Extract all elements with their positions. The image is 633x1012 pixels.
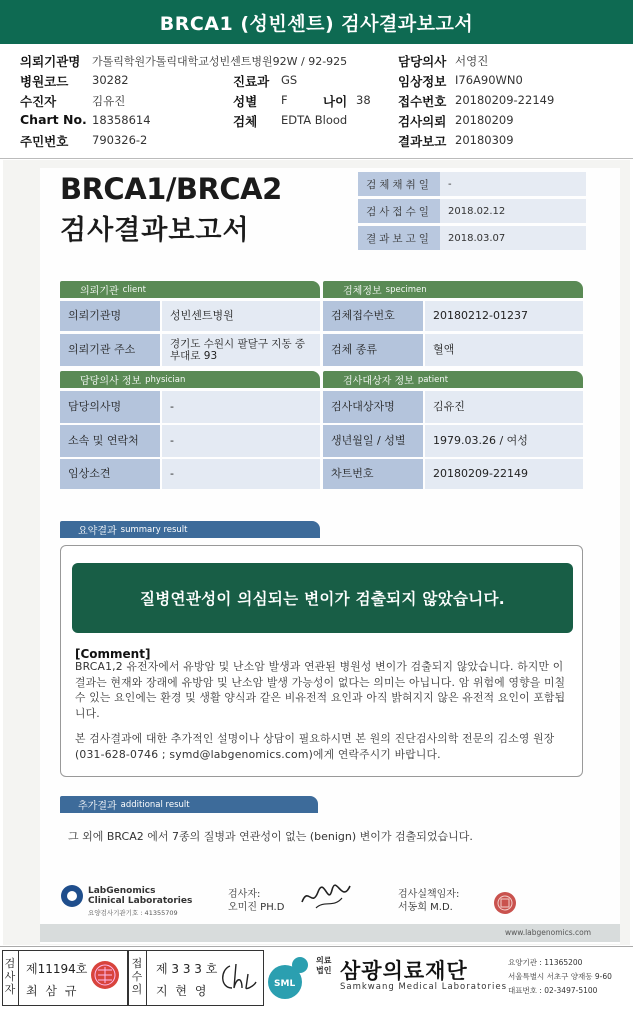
- section-client-ko: 의뢰기관: [80, 286, 119, 297]
- physician-name-key: 담당의사명: [60, 391, 160, 423]
- section-summary-ko: 요약결과: [78, 526, 117, 537]
- date-value: 2018.03.07: [440, 226, 586, 250]
- lab-url: www.labgenomics.com: [505, 928, 592, 937]
- date-key: 결과보고일: [358, 226, 440, 250]
- value-resident-no: 790326-2: [92, 133, 148, 147]
- value-chart-no: 18358614: [92, 113, 151, 127]
- date-value: -: [440, 172, 586, 196]
- date-row: [358, 226, 586, 250]
- client-address-key: 의뢰기관 주소: [60, 334, 160, 366]
- report-banner-title: BRCA1 (성빈센트) 검사결과보고서: [0, 0, 633, 44]
- section-additional-ko: 추가결과: [78, 801, 117, 812]
- section-specimen: [323, 281, 583, 298]
- patient-dob-key: 생년월일 / 성별: [323, 425, 423, 457]
- label-result-report: 결과보고: [398, 134, 447, 149]
- label-sex: 성별: [233, 94, 258, 109]
- tester-block: [228, 888, 284, 914]
- label-age: 나이: [323, 94, 348, 109]
- section-summary-en: summary result: [120, 524, 188, 535]
- date-key: 검사접수일: [358, 199, 440, 223]
- comment-paragraph-2: 본 검사결과에 대한 추가적인 설명이나 상담이 필요하시면 본 원의 진단검사의학 전문의 김소영 원장 (031-628-0746 ; symd@labgenomics.com)에게 연락주시기 바랍니다.: [75, 732, 555, 761]
- value-request-date: 20180209: [455, 113, 514, 127]
- responsible-label: 검사실책임자:: [398, 889, 460, 900]
- examiner-license-no: 제11194호: [26, 962, 88, 976]
- section-additional: [60, 796, 318, 813]
- section-patient-en: patient: [417, 374, 449, 385]
- sml-logo-icon: [266, 952, 318, 1002]
- date-value: 2018.02.12: [440, 199, 586, 223]
- value-sex: F: [281, 93, 288, 107]
- clinical-finding-key: 임상소견: [60, 459, 160, 489]
- responsible-block: [398, 888, 459, 914]
- examiner-vertical-label: 검사자: [4, 957, 16, 996]
- section-client-en: client: [122, 284, 146, 295]
- specimen-type-value: 혈액: [425, 334, 583, 366]
- responsible-seal-icon: [492, 890, 518, 916]
- label-chart-no: Chart No.: [20, 112, 87, 127]
- section-client: [60, 281, 320, 298]
- value-ordering-institution: 가톨릭학원가톨릭대학교성빈센트병원92W / 92-925: [92, 55, 348, 68]
- examiner-name: 최 삼 규: [26, 984, 79, 998]
- report-title-sub: 검사결과보고서: [60, 215, 250, 246]
- section-specimen-ko: 검체정보: [343, 286, 382, 297]
- label-receipt-no: 접수번호: [398, 94, 447, 109]
- reviewer-signature-icon: [218, 960, 258, 994]
- comment-title: [Comment]: [75, 647, 151, 661]
- tester-name: 오미진 PH.D: [228, 902, 285, 913]
- physician-dept-key: 소속 및 연락처: [60, 425, 160, 457]
- label-resident-no: 주민번호: [20, 134, 69, 149]
- reviewer-name: 지 현 영: [156, 984, 209, 998]
- patient-chart-value: 20180209-22149: [425, 459, 583, 489]
- order-info-header: [0, 46, 633, 158]
- reviewer-vertical-label: 접수의: [131, 957, 143, 996]
- value-result-report: 20180309: [455, 133, 514, 147]
- value-patient: 김유진: [92, 94, 126, 108]
- lab-name-line1: LabGenomics: [88, 886, 156, 896]
- reviewer-license-no: 제 3 3 3 호: [156, 962, 218, 976]
- label-request-date: 검사의뢰: [398, 114, 447, 129]
- patient-name-value: 김유진: [425, 391, 583, 423]
- lab-license: 요양검사기관기호 : 41355709: [88, 909, 178, 917]
- client-name-key: 의뢰기관명: [60, 301, 160, 331]
- date-key: 검체채취일: [358, 172, 440, 196]
- examiner-seal-icon: [88, 958, 122, 992]
- value-physician: 서영진: [455, 54, 489, 68]
- bottom-divider: [0, 946, 633, 947]
- section-physician-ko: 담당의사 정보: [80, 376, 142, 387]
- brand-name-en: Samkwang Medical Laboratories: [340, 982, 508, 992]
- label-ordering-institution: 의뢰기관명: [20, 54, 81, 69]
- lab-name-line2: Clinical Laboratories: [88, 896, 193, 906]
- label-hospital-code: 병원코드: [20, 74, 69, 89]
- brand-info-code: 요양기관 : 11365200: [508, 958, 583, 967]
- clinical-finding-value: -: [162, 459, 320, 489]
- physician-name-value: -: [162, 391, 320, 423]
- client-address-value: 경기도 수원시 팔달구 지동 중부대로 93: [162, 334, 320, 366]
- section-summary: [60, 521, 320, 538]
- report-title-main: BRCA1/BRCA2: [60, 172, 282, 206]
- label-specimen: 검체: [233, 114, 258, 129]
- value-department: GS: [281, 73, 298, 87]
- examiner-divider: [18, 950, 19, 1006]
- lab-name: [88, 886, 192, 906]
- brand-corp-line1: 의료: [316, 956, 332, 965]
- date-table: [358, 172, 586, 253]
- value-age: 38: [356, 93, 371, 107]
- patient-chart-key: 차트번호: [323, 459, 423, 489]
- value-hospital-code: 30282: [92, 73, 129, 87]
- client-name-value: 성빈센트병원: [162, 301, 320, 331]
- brand-info-phone: 대표번호 : 02-3497-5100: [508, 986, 598, 995]
- specimen-type-key: 검체 종류: [323, 334, 423, 366]
- header-divider: [0, 158, 633, 159]
- value-receipt-no: 20180209-22149: [455, 93, 555, 107]
- date-row: [358, 199, 586, 223]
- physician-dept-value: -: [162, 425, 320, 457]
- patient-dob-value: 1979.03.26 / 여성: [425, 425, 583, 457]
- label-physician: 담당의사: [398, 54, 447, 69]
- section-patient: [323, 371, 583, 388]
- patient-name-key: 검사대상자명: [323, 391, 423, 423]
- section-physician: [60, 371, 320, 388]
- date-row: [358, 172, 586, 196]
- comment-paragraph-1: BRCA1,2 유전자에서 유방암 및 난소암 발생과 연관된 병원성 변이가 검출되지 않았습니다. 하지만 이 결과는 현재와 장래에 유방암 및 난소암 발생 가능성이 없다는 의미는 아닙니다. 암 위험에 영향을 미칠 수 있는 요인에는 환경 및 생활 양식과 같은 비유전적 요인과 아직 밝혀지지 않은 유전적 요인이 포함됩니다.: [75, 660, 566, 720]
- tester-label: 검사자:: [228, 889, 261, 900]
- specimen-no-key: 검체접수번호: [323, 301, 423, 331]
- labgenomics-logo-icon: [60, 884, 84, 908]
- responsible-name: 서동희 M.D.: [398, 902, 453, 913]
- section-physician-en: physician: [145, 374, 186, 385]
- sml-logo-text: SML: [274, 979, 296, 989]
- section-patient-ko: 검사대상자 정보: [343, 376, 414, 387]
- section-additional-en: additional result: [120, 799, 190, 810]
- specimen-no-value: 20180212-01237: [425, 301, 583, 331]
- reviewer-divider: [146, 950, 147, 1006]
- label-patient: 수진자: [20, 94, 57, 109]
- additional-result-text: 그 외에 BRCA2 에서 7종의 질병과 연관성이 없는 (benign) 변이가 검출되었습니다.: [68, 830, 473, 843]
- brand-name: 삼광의료재단: [340, 959, 468, 983]
- brand-corp-label: [316, 956, 331, 976]
- value-specimen: EDTA Blood: [281, 113, 348, 127]
- section-specimen-en: specimen: [385, 284, 427, 295]
- brand-info-address: 서울특별시 서초구 양재동 9-60: [508, 972, 612, 981]
- tester-signature-icon: [298, 878, 354, 912]
- brand-corp-line2: 법인: [316, 966, 332, 975]
- label-clinical-info: 임상정보: [398, 74, 447, 89]
- summary-result-text: 질병연관성이 의심되는 변이가 검출되지 않았습니다.: [72, 563, 573, 633]
- label-department: 진료과: [233, 74, 270, 89]
- value-clinical-info: I76A90WN0: [455, 73, 523, 87]
